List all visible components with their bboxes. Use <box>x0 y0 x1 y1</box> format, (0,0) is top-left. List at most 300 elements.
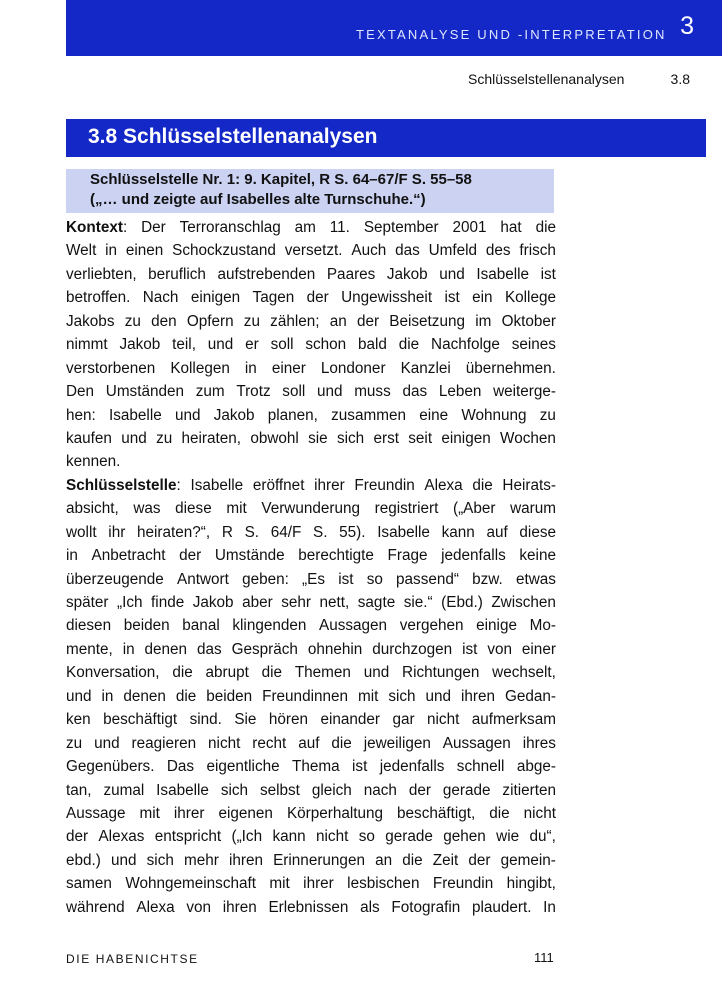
body-word: als <box>360 898 380 916</box>
body-word: während <box>66 898 125 916</box>
body-word: 55). <box>339 523 366 541</box>
body-word: ken <box>66 711 91 729</box>
body-word: eigentliche <box>206 758 280 776</box>
body-word: einander <box>320 711 381 729</box>
body-word: Paares <box>326 265 376 283</box>
body-word: Richtungen <box>402 664 480 682</box>
body-word: durchzogen <box>372 640 453 658</box>
body-word: Der <box>141 219 166 236</box>
body-word: Tagen <box>252 289 295 307</box>
body-word: diesen <box>66 617 112 635</box>
body-word: Wohngemeinschaft <box>125 875 256 893</box>
body-word: Den <box>66 383 95 401</box>
callout-line-2: („… und zeigte auf Isabelles alte Turnschuhe.“) <box>90 191 426 208</box>
body-word: bzw. <box>472 570 503 588</box>
body-word: am <box>294 219 316 236</box>
body-word: der <box>356 312 380 330</box>
body-word: das <box>402 383 428 401</box>
body-word: denen <box>144 640 188 658</box>
body-word: Jakob <box>386 265 428 283</box>
body-word: des <box>485 242 511 260</box>
running-number: 3.8 <box>670 71 690 87</box>
body-word: übernehmen. <box>465 359 556 377</box>
body-word: weiterge- <box>493 383 556 401</box>
body-word: die <box>402 851 423 869</box>
body-word: auf <box>298 734 320 752</box>
body-line <box>66 544 556 567</box>
body-word: wechselt, <box>492 664 556 682</box>
body-word: er <box>245 336 259 354</box>
body-word: ihrer <box>303 875 334 893</box>
body-line <box>66 404 556 427</box>
body-line <box>66 568 556 591</box>
body-word: Londoner <box>320 359 386 377</box>
body-word: der <box>408 781 431 799</box>
bold-lead: Schlüsselstelle <box>66 476 177 494</box>
body-word: zu <box>243 312 260 330</box>
chapter-number: 3 <box>680 12 694 40</box>
body-word: Beisetzung <box>389 312 465 330</box>
chapter-label: TEXTANALYSE UND -INTERPRETATION <box>356 27 667 42</box>
body-word: Freundinnen <box>262 687 349 705</box>
body-word: in <box>122 640 135 658</box>
body-word: Fotografin <box>391 898 461 916</box>
body-word: Umstände <box>214 547 285 565</box>
body-word: den <box>151 312 177 330</box>
body-word: In <box>543 898 556 916</box>
body-word: zählen; <box>270 312 320 330</box>
body-word: selbst <box>259 781 300 799</box>
body-word: Terroranschlag <box>179 219 281 236</box>
body-word: Wochen <box>500 429 556 447</box>
body-word: Umständen <box>105 383 184 401</box>
body-word: gerade <box>385 828 433 846</box>
body-word: Gegenübers. <box>66 758 155 776</box>
body-word: Freundin <box>432 875 494 893</box>
body-word: später <box>66 594 109 611</box>
body-word: zu <box>539 406 556 424</box>
body-word: Kollegen <box>170 359 230 377</box>
body-word: verliebten, <box>66 265 137 283</box>
body-word: recht <box>252 734 287 752</box>
body-word: Anbetracht <box>91 547 166 565</box>
body-word: Heirats- <box>502 476 556 494</box>
body-word: tan, <box>66 781 92 799</box>
body-line <box>66 263 556 286</box>
body-word: Alexas <box>98 828 145 846</box>
body-word: hingibt, <box>506 875 556 893</box>
body-word: zu <box>156 429 173 447</box>
body-word: an <box>329 312 347 330</box>
body-word: zumal <box>103 781 145 799</box>
body-word: ist <box>462 640 478 658</box>
body-word: so <box>366 570 383 588</box>
body-line <box>66 614 556 637</box>
body-word: gerade <box>442 781 491 799</box>
body-word: eine <box>419 406 449 424</box>
body-line <box>66 474 556 497</box>
body-word: abrupt <box>205 664 249 682</box>
body-word: sich <box>220 781 249 799</box>
body-word: und <box>207 336 234 354</box>
body-word: und <box>425 687 452 705</box>
body-word: das <box>395 242 420 260</box>
body-word: und <box>316 383 343 401</box>
body-word: aufstrebenden <box>217 265 316 283</box>
body-word: die <box>172 664 193 682</box>
body-word: ihren <box>228 851 263 869</box>
body-line <box>66 638 556 661</box>
body-word: Schockzustand <box>172 242 276 260</box>
body-word: Kontext: <box>66 219 128 236</box>
body-word: Trotz <box>236 383 271 401</box>
body-word: vergehen <box>399 617 464 635</box>
body-word: und <box>363 664 390 682</box>
body-word: Körperhaltung <box>286 804 384 822</box>
body-word: Kollege <box>504 289 556 307</box>
body-word: und <box>66 687 92 705</box>
body-word: Das <box>166 758 195 776</box>
body-word: das <box>196 640 222 658</box>
book-title: DIE HABENICHTSE <box>66 952 199 966</box>
body-word: seit <box>408 429 433 447</box>
body-word: absicht, <box>66 500 119 518</box>
body-word: der <box>468 851 491 869</box>
body-word: Antwort <box>177 570 229 588</box>
body-word: und <box>111 851 137 869</box>
body-word: planen, <box>267 406 318 424</box>
body-word: versetzt. <box>284 242 343 260</box>
body-word: etwas <box>515 570 556 588</box>
body-word: Erlebnissen <box>268 898 349 916</box>
body-word: an <box>375 851 393 869</box>
body-line <box>66 802 556 825</box>
body-word: kann <box>272 828 306 846</box>
body-line <box>66 239 556 262</box>
body-word: ein <box>472 289 493 307</box>
body-word: die <box>489 804 510 822</box>
body-word: gar <box>392 711 415 729</box>
body-word: 11. <box>329 219 350 236</box>
body-word: Ungewissheit <box>341 289 433 307</box>
body-word: zu <box>66 734 83 752</box>
body-word: ihrer <box>173 804 205 822</box>
body-line <box>66 896 556 919</box>
body-word: ihres <box>522 734 556 752</box>
body-line <box>66 380 556 403</box>
body-word: heiraten, <box>181 429 242 447</box>
body-word: die <box>398 336 420 354</box>
body-word: beschäftigt <box>103 711 178 729</box>
running-title: Schlüsselstellenanalysen <box>468 71 625 87</box>
body-word: soll <box>270 336 294 354</box>
body-word: Verwunderung <box>261 500 360 518</box>
body-word: nett, <box>319 594 350 611</box>
body-word: mehr <box>183 851 219 869</box>
body-word: nicht <box>427 711 460 729</box>
body-word: Gedan- <box>504 687 556 705</box>
body-word: Jakobs <box>66 312 115 330</box>
body-word: verstorbenen <box>66 359 156 377</box>
body-word: und <box>94 734 120 752</box>
body-word: gehen <box>443 828 486 846</box>
body-line <box>66 779 556 802</box>
body-word: der <box>66 828 89 846</box>
body-line <box>66 286 556 309</box>
body-line <box>66 450 556 473</box>
body-word: plaudert. <box>471 898 532 916</box>
body-word: ohnehin <box>307 640 363 658</box>
body-word: samen <box>66 875 112 893</box>
body-word: sagte <box>357 594 396 611</box>
body-word: Themen <box>294 664 351 682</box>
body-word: sehr <box>281 594 311 611</box>
body-word: obwohl <box>250 429 299 447</box>
body-word: Aussage <box>66 804 126 822</box>
body-word: du“, <box>529 828 556 846</box>
body-word: hen: <box>66 406 96 424</box>
body-word: beschäftigt, <box>397 804 476 822</box>
body-line <box>66 497 556 520</box>
body-word: mit <box>269 875 290 893</box>
body-word: Nachfolge <box>431 336 500 354</box>
body-word: Umfeld <box>428 242 478 260</box>
body-word: diese <box>175 500 212 518</box>
body-word: entspricht <box>154 828 222 846</box>
body-word: schnell <box>456 758 505 776</box>
body-word: hat <box>500 219 522 236</box>
body-word: aber <box>242 594 273 611</box>
body-word: Aussagen <box>319 617 388 635</box>
body-word: jedenfalls <box>441 547 506 565</box>
body-word: von <box>186 898 212 916</box>
body-line <box>66 849 556 872</box>
body-word: mit <box>357 687 379 705</box>
body-word: warum <box>510 500 556 518</box>
body-word: einigen <box>441 429 491 447</box>
body-word: ist <box>338 570 354 588</box>
body-word: in <box>66 547 78 565</box>
body-word: September <box>363 219 439 236</box>
body-word: beiden <box>123 617 170 635</box>
body-word: passend“ <box>396 570 459 588</box>
body-word: mit <box>226 500 247 518</box>
body-word: wollt <box>66 523 97 541</box>
page-number: 111 <box>534 950 554 965</box>
body-word: banal <box>182 617 220 635</box>
body-word: gleich <box>311 781 352 799</box>
body-word: Jakob <box>119 336 161 354</box>
body-word: einen <box>125 242 164 260</box>
body-word: einige <box>476 617 517 635</box>
chapter-header-band <box>66 0 722 56</box>
body-word: eröffnet <box>252 476 305 494</box>
body-word: Zeit <box>432 851 459 869</box>
body-word: keine <box>519 547 556 565</box>
body-word: kennen. <box>66 453 121 471</box>
body-word: („Ich <box>231 828 263 846</box>
body-word: wie <box>496 828 520 846</box>
body-word: betroffen. <box>66 289 131 307</box>
body-line <box>66 521 556 544</box>
body-word: hören <box>268 711 309 729</box>
body-word: frisch <box>519 242 556 260</box>
body-line <box>66 357 556 380</box>
body-word: „Ich <box>117 594 143 611</box>
key-passage-callout <box>66 169 554 213</box>
body-word: Opfern <box>186 312 234 330</box>
body-word: sie <box>308 429 328 447</box>
body-word: erst <box>373 429 399 447</box>
body-word: Oktober <box>501 312 556 330</box>
body-word: Isabelle <box>156 781 209 799</box>
body-line <box>66 333 556 356</box>
body-word: Thema <box>292 758 340 776</box>
body-word: die <box>535 219 556 236</box>
body-word: zum <box>195 383 225 401</box>
body-word: Alexa <box>136 898 175 916</box>
body-word: schon <box>305 336 347 354</box>
body-word: registriert <box>374 500 439 518</box>
body-word: nicht <box>316 828 349 846</box>
body-word: 2001 <box>452 219 487 236</box>
body-line <box>66 661 556 684</box>
body-word: klingenden <box>232 617 307 635</box>
body-word: der <box>179 547 202 565</box>
body-word: Isabelle <box>476 265 530 283</box>
body-word: kann <box>441 523 475 541</box>
body-word: in <box>244 359 257 377</box>
body-word: soll <box>282 383 306 401</box>
body-word: Jakob <box>192 594 234 611</box>
body-word: was <box>133 500 161 518</box>
body-word: denen <box>123 687 166 705</box>
body-word: ihr <box>108 523 126 541</box>
body-word: (Ebd.) <box>441 594 483 611</box>
body-word: Kanzlei <box>400 359 451 377</box>
body-line <box>66 825 556 848</box>
body-word: einer <box>521 640 556 658</box>
body-line <box>66 591 556 614</box>
body-word: der <box>306 289 329 307</box>
body-word: 64/F <box>270 523 302 541</box>
body-word: beiden <box>206 687 253 705</box>
body-word: auf <box>486 523 508 541</box>
body-word: ihren <box>222 898 257 916</box>
body-word: Welt <box>66 242 97 260</box>
body-word: Auch <box>351 242 387 260</box>
body-word: ist <box>540 265 556 283</box>
body-word: nimmt <box>66 336 108 354</box>
body-word: finde <box>151 594 185 611</box>
body-word: Aussagen <box>442 734 511 752</box>
body-word: sind. <box>189 711 222 729</box>
body-line <box>66 310 556 333</box>
body-word: R <box>221 523 233 541</box>
body-word: teil, <box>172 336 196 354</box>
body-word: sich <box>336 429 365 447</box>
body-word: sie.“ <box>403 594 433 611</box>
body-word: Isabelle <box>109 406 162 424</box>
section-title: 3.8 Schlüsselstellenanalysen <box>88 125 378 148</box>
body-word: die <box>472 476 493 494</box>
body-word: geben: <box>242 570 289 588</box>
body-word: jedenfalls <box>379 758 445 776</box>
body-word: Wohnung <box>461 406 527 424</box>
body-word: einer <box>271 359 306 377</box>
body-word: eigenen <box>218 804 273 822</box>
body-word: abge- <box>516 758 556 776</box>
body-word: Frage <box>387 547 428 565</box>
body-word: mente, <box>66 640 113 658</box>
body-word: sich <box>146 851 174 869</box>
body-line <box>66 427 556 450</box>
body-word: in <box>105 242 118 260</box>
body-word: lesbischen <box>347 875 420 893</box>
body-word: Leben <box>438 383 482 401</box>
body-word: ihren <box>460 687 495 705</box>
body-word: Freundin <box>354 476 415 494</box>
callout-line-1: Schlüsselstelle Nr. 1: 9. Kapitel, R S. 64–67/F S. 55–58 <box>90 171 472 188</box>
body-word: kaufen <box>66 429 112 447</box>
body-word: sich <box>388 687 416 705</box>
body-text <box>66 216 556 919</box>
body-word: zu <box>124 312 141 330</box>
body-word: überzeugende <box>66 570 164 588</box>
body-word: so <box>358 828 375 846</box>
body-word: Nach <box>142 289 179 307</box>
body-word: Alexa <box>424 476 463 494</box>
body-word: „Es <box>302 570 325 588</box>
body-word: aufmerksam <box>471 711 556 729</box>
body-word: die <box>331 734 352 752</box>
body-word: Zwischen <box>491 594 556 611</box>
body-word: die <box>261 664 283 682</box>
body-word: Mo- <box>529 617 556 635</box>
body-word: S. <box>244 523 260 541</box>
body-word: („Aber <box>452 500 496 518</box>
body-word: Isabelle <box>377 523 430 541</box>
body-word: ist <box>444 289 460 307</box>
body-word: ist <box>352 758 368 776</box>
body-word: einigen <box>190 289 241 307</box>
bold-lead: Kontext <box>66 219 123 236</box>
body-word: nicht <box>208 734 241 752</box>
body-word: Konversation, <box>66 664 160 682</box>
body-word: und <box>174 406 201 424</box>
body-word: Erinnerungen <box>273 851 365 869</box>
body-word: jeweiligen <box>363 734 431 752</box>
body-word: bald <box>358 336 387 354</box>
body-word: Isabelle <box>190 476 244 494</box>
body-line <box>66 685 556 708</box>
body-word: Jakob <box>213 406 255 424</box>
body-line <box>66 708 556 731</box>
body-word: zitierten <box>502 781 556 799</box>
body-word: ebd.) <box>66 851 101 869</box>
body-line <box>66 732 556 755</box>
body-word: Sie <box>234 711 257 729</box>
body-word: heiraten?“, <box>136 523 211 541</box>
body-word: nach <box>363 781 397 799</box>
body-word: mit <box>139 804 160 822</box>
body-word: diese <box>519 523 556 541</box>
body-word: muss <box>354 383 391 401</box>
body-word: zusammen <box>331 406 406 424</box>
body-word: Schlüsselstelle: <box>66 476 181 494</box>
body-word: die <box>175 687 197 705</box>
body-word: Gespräch <box>231 640 298 658</box>
